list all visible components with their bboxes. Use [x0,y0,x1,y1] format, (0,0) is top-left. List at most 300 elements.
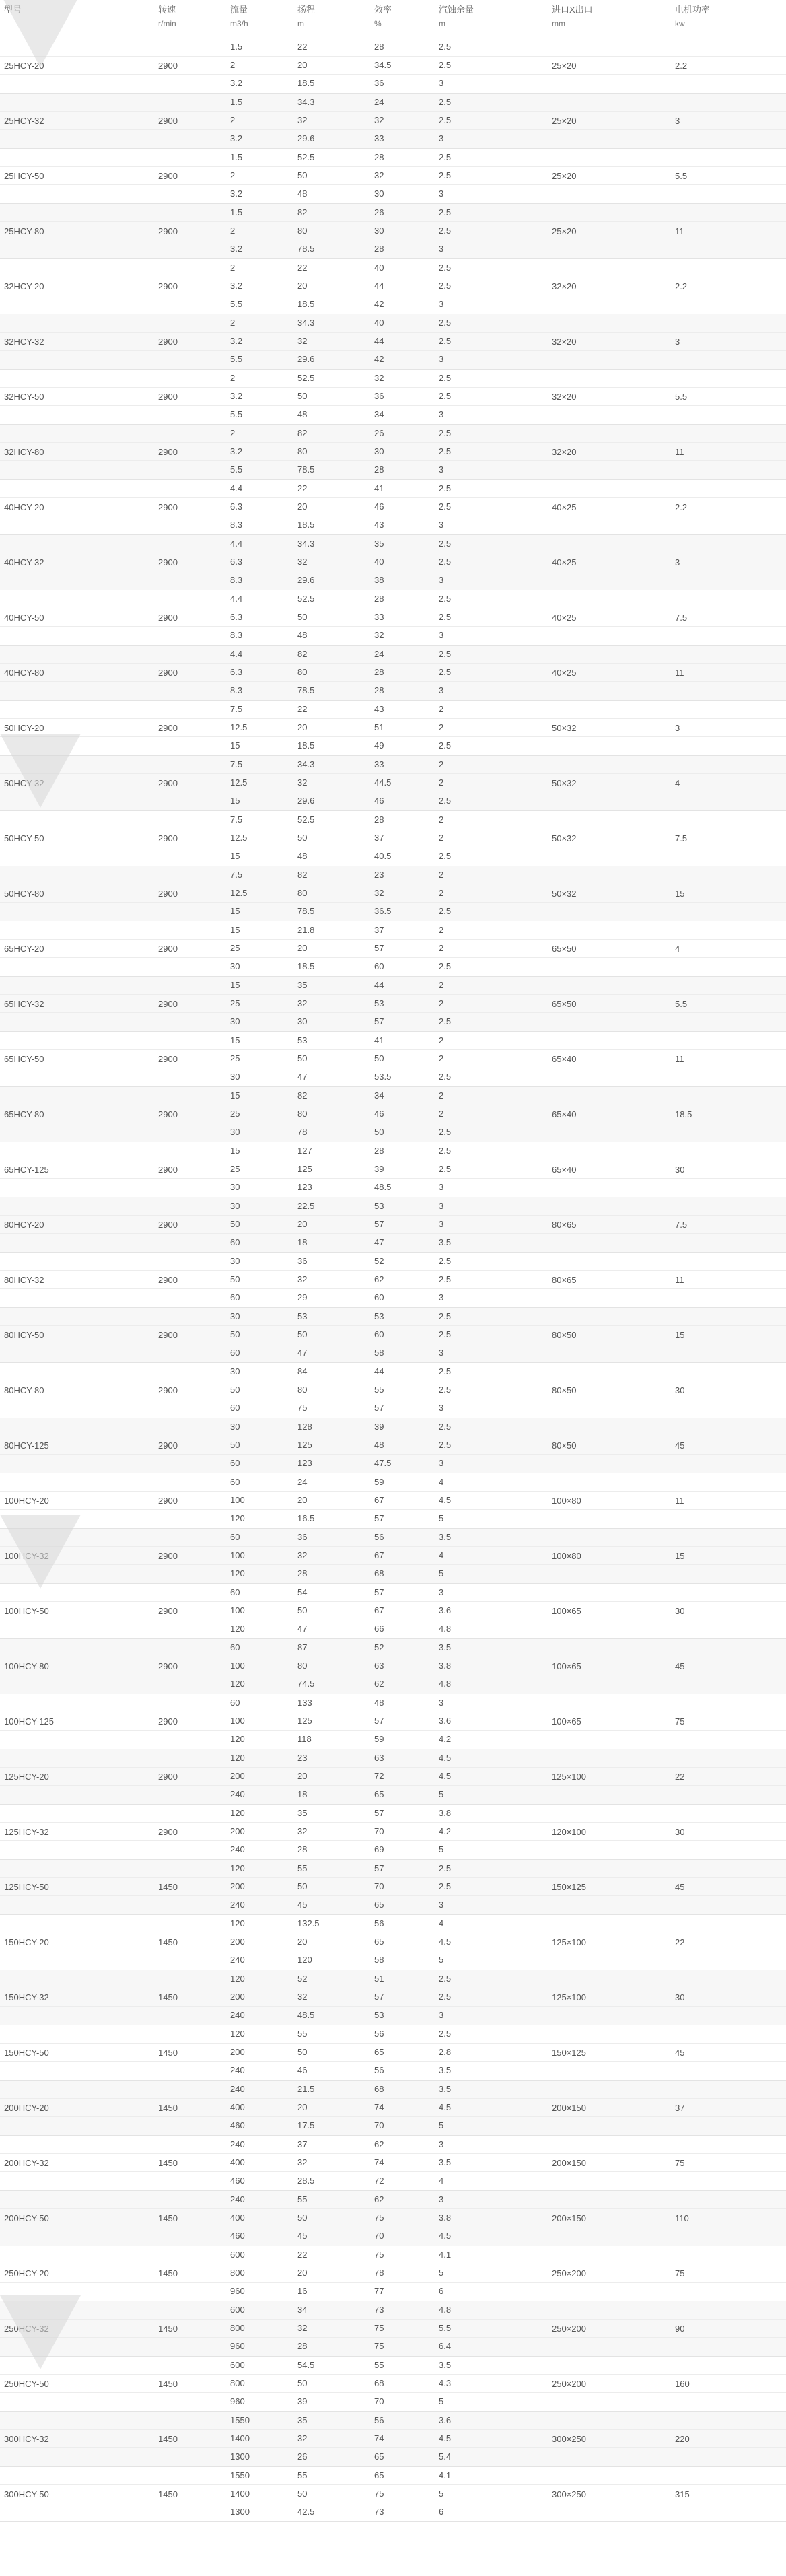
flow-cell: 50 [230,1385,240,1395]
sub-row [0,443,786,461]
head-cell: 48 [297,630,308,640]
power-cell: 7.5 [675,1220,688,1230]
eff-cell: 65 [374,2451,384,2462]
model-cell: 40HCY-80 [4,668,44,678]
head-cell: 21.8 [297,925,315,935]
npsh-cell: 2.5 [439,594,452,604]
head-cell: 32 [297,2323,308,2333]
head-cell: 80 [297,446,308,456]
npsh-cell: 5 [439,1844,444,1854]
table-row [0,646,786,701]
power-cell: 2.2 [675,61,688,71]
head-cell: 47 [297,1348,308,1358]
flow-cell: 1.5 [230,207,243,217]
model-cell: 65HCY-50 [4,1054,44,1064]
table-row [0,1473,786,1529]
power-cell: 30 [675,1385,685,1395]
eff-cell: 60 [374,1329,384,1339]
flow-cell: 460 [230,2231,245,2241]
sub-row [0,1455,786,1473]
flow-cell: 1550 [230,2415,250,2425]
port-cell: 150×125 [552,1882,586,1892]
npsh-cell: 2.5 [439,263,452,273]
eff-cell: 30 [374,188,384,199]
sub-row [0,130,786,148]
sub-row [0,370,786,388]
sub-row [0,1363,786,1381]
sub-row [0,38,786,57]
sub-row [0,737,786,755]
eff-cell: 28 [374,42,384,52]
table-row [0,701,786,756]
flow-cell: 60 [230,1458,240,1468]
npsh-cell: 2.5 [439,612,452,622]
flow-cell: 200 [230,1881,245,1891]
npsh-cell: 2.5 [439,1881,452,1891]
eff-cell: 56 [374,1532,384,1542]
flow-cell: 15 [230,1035,240,1045]
eff-cell: 47 [374,1237,384,1247]
sub-row [0,2412,786,2430]
port-cell: 100×65 [552,1716,581,1727]
eff-cell: 41 [374,483,384,493]
flow-cell: 1.5 [230,42,243,52]
head-cell: 18.5 [297,78,315,88]
table-row [0,921,786,977]
npsh-cell: 3.6 [439,2415,452,2425]
head-cell: 17.5 [297,2120,315,2130]
power-cell: 18.5 [675,1109,692,1119]
head-cell: 82 [297,207,308,217]
npsh-cell: 3 [439,630,444,640]
head-cell: 78.5 [297,906,315,916]
flow-cell: 60 [230,1403,240,1413]
sub-row [0,995,786,1013]
flow-cell: 100 [230,1661,245,1671]
eff-cell: 53 [374,1311,384,1321]
sub-row [0,167,786,185]
eff-cell: 75 [374,2323,384,2333]
port-cell: 50×32 [552,889,577,899]
eff-cell: 74 [374,2102,384,2112]
eff-cell: 34 [374,409,384,419]
model-cell: 25HCY-50 [4,171,44,181]
head-cell: 32 [297,1826,308,1836]
npsh-cell: 2.5 [439,538,452,549]
flow-cell: 7.5 [230,814,243,825]
header-efficiency-unit: % [374,19,382,28]
eff-cell: 59 [374,1477,384,1487]
eff-cell: 24 [374,97,384,107]
port-cell: 100×80 [552,1551,581,1561]
table-row [0,1639,786,1694]
head-cell: 32 [297,557,308,567]
flow-cell: 30 [230,1256,240,1266]
flow-cell: 2 [230,428,236,438]
sub-row [0,2430,786,2448]
head-cell: 32 [297,336,308,346]
port-cell: 25×20 [552,171,577,181]
head-cell: 22.5 [297,1201,315,1211]
sub-row [0,1381,786,1399]
eff-cell: 39 [374,1422,384,1432]
eff-cell: 28 [374,244,384,254]
npsh-cell: 2.5 [439,1016,452,1026]
speed-cell: 2900 [158,833,178,843]
speed-cell: 1450 [158,2268,178,2278]
flow-cell: 15 [230,925,240,935]
head-cell: 125 [297,1164,312,1174]
sub-row [0,682,786,700]
power-cell: 3 [675,557,680,567]
model-cell: 65HCY-20 [4,944,44,954]
sub-row [0,425,786,443]
flow-cell: 30 [230,1127,240,1137]
flow-cell: 15 [230,1090,240,1101]
head-cell: 74.5 [297,1679,315,1689]
npsh-cell: 5.5 [439,2323,452,2333]
head-cell: 22 [297,704,308,714]
flow-cell: 100 [230,1605,245,1615]
flow-cell: 25 [230,1164,240,1174]
table-header [0,0,786,38]
head-cell: 50 [297,2378,308,2388]
npsh-cell: 2.5 [439,557,452,567]
speed-cell: 2900 [158,1827,178,1837]
npsh-cell: 3 [439,244,444,254]
port-cell: 32×20 [552,281,577,291]
sub-row [0,1179,786,1197]
eff-cell: 34 [374,1090,384,1101]
table-row [0,1970,786,2025]
sub-row [0,1271,786,1289]
flow-cell: 15 [230,796,240,806]
sub-row [0,351,786,369]
sub-row [0,1253,786,1271]
port-cell: 40×25 [552,557,577,567]
npsh-cell: 2.5 [439,961,452,971]
npsh-cell: 2.5 [439,1863,452,1873]
npsh-cell: 3 [439,685,444,695]
npsh-cell: 4.5 [439,1495,452,1505]
sub-row [0,1896,786,1914]
flow-cell: 12.5 [230,888,248,898]
sub-row [0,811,786,829]
power-cell: 11 [675,1275,684,1285]
eff-cell: 46 [374,796,384,806]
eff-cell: 48.5 [374,1182,392,1192]
sub-row [0,1105,786,1123]
sub-row [0,2117,786,2135]
port-cell: 80×65 [552,1275,577,1285]
port-cell: 300×250 [552,2434,586,2444]
eff-cell: 75 [374,2341,384,2351]
flow-cell: 60 [230,1587,240,1597]
npsh-cell: 4 [439,2175,444,2186]
eff-cell: 68 [374,2084,384,2094]
model-cell: 250HCY-20 [4,2268,49,2278]
flow-cell: 120 [230,1568,245,1578]
head-cell: 118 [297,1734,312,1744]
power-cell: 11 [675,447,684,457]
sub-row [0,847,786,866]
power-cell: 15 [675,889,685,899]
eff-cell: 33 [374,133,384,143]
sub-row [0,792,786,810]
model-cell: 125HCY-20 [4,1772,49,1782]
table-row [0,1694,786,1749]
head-cell: 52 [297,1974,308,1984]
eff-cell: 52 [374,1256,384,1266]
head-cell: 30 [297,1016,308,1026]
eff-cell: 44 [374,336,384,346]
npsh-cell: 2.5 [439,318,452,328]
eff-cell: 28 [374,814,384,825]
flow-cell: 240 [230,2084,245,2094]
head-cell: 82 [297,870,308,880]
flow-cell: 200 [230,1937,245,1947]
sub-row [0,1142,786,1160]
flow-cell: 60 [230,1237,240,1247]
eff-cell: 40 [374,557,384,567]
eff-cell: 53 [374,1201,384,1211]
flow-cell: 120 [230,1679,245,1689]
power-cell: 15 [675,1330,685,1340]
head-cell: 20 [297,281,308,291]
header-model: 型号 [4,5,22,15]
eff-cell: 56 [374,2415,384,2425]
head-cell: 32 [297,1992,308,2002]
port-cell: 100×65 [552,1606,581,1616]
eff-cell: 32 [374,888,384,898]
eff-cell: 28 [374,1146,384,1156]
model-cell: 100HCY-125 [4,1716,54,1727]
npsh-cell: 2.5 [439,1422,452,1432]
npsh-cell: 5 [439,2120,444,2130]
head-cell: 48.5 [297,2010,315,2020]
sub-row [0,1399,786,1418]
head-cell: 82 [297,1090,308,1101]
npsh-cell: 3.8 [439,1661,452,1671]
flow-cell: 400 [230,2157,245,2167]
head-cell: 55 [297,2470,308,2480]
eff-cell: 32 [374,630,384,640]
npsh-cell: 3 [439,1348,444,1358]
head-cell: 32 [297,115,308,125]
head-cell: 18.5 [297,299,315,309]
flow-cell: 15 [230,851,240,861]
model-cell: 80HCY-125 [4,1440,49,1451]
port-cell: 80×50 [552,1330,577,1340]
sub-row [0,480,786,498]
npsh-cell: 2 [439,980,444,990]
sub-row [0,1675,786,1694]
eff-cell: 30 [374,225,384,236]
flow-cell: 8.3 [230,685,243,695]
sub-row [0,1731,786,1749]
power-cell: 4 [675,944,680,954]
head-cell: 45 [297,1900,308,1910]
flow-cell: 2 [230,115,236,125]
model-cell: 300HCY-50 [4,2489,49,2499]
eff-cell: 40 [374,318,384,328]
npsh-cell: 2.5 [439,170,452,180]
header-flow-unit: m3/h [230,19,248,28]
npsh-cell: 2.5 [439,42,452,52]
flow-cell: 50 [230,1219,240,1229]
eff-cell: 55 [374,1385,384,1395]
port-cell: 32×20 [552,447,577,457]
table-row [0,535,786,590]
power-cell: 3 [675,723,680,733]
npsh-cell: 2 [439,759,444,769]
speed-cell: 2900 [158,944,178,954]
eff-cell: 36 [374,78,384,88]
sub-row [0,2172,786,2190]
sub-row [0,2081,786,2099]
port-cell: 200×150 [552,2158,586,2168]
speed-cell: 2900 [158,1772,178,1782]
sub-row [0,498,786,516]
head-cell: 22 [297,483,308,493]
flow-cell: 1300 [230,2451,250,2462]
head-cell: 20 [297,60,308,70]
table-row [0,590,786,646]
eff-cell: 72 [374,1771,384,1781]
port-cell: 250×200 [552,2379,586,2389]
flow-cell: 200 [230,2047,245,2057]
model-cell: 200HCY-32 [4,2158,49,2168]
head-cell: 32 [297,2433,308,2443]
sub-row [0,2283,786,2301]
sub-row [0,646,786,664]
model-cell: 25HCY-20 [4,61,44,71]
power-cell: 22 [675,1937,685,1947]
eff-cell: 62 [374,2139,384,2149]
sub-row [0,571,786,590]
head-cell: 18.5 [297,961,315,971]
npsh-cell: 6 [439,2286,444,2296]
npsh-cell: 2.5 [439,207,452,217]
eff-cell: 32 [374,170,384,180]
sub-row [0,1510,786,1528]
eff-cell: 63 [374,1753,384,1763]
eff-cell: 60 [374,961,384,971]
speed-cell: 2900 [158,447,178,457]
head-cell: 50 [297,2213,308,2223]
sub-row [0,2136,786,2154]
eff-cell: 40.5 [374,851,392,861]
power-cell: 11 [675,226,684,236]
head-cell: 133 [297,1698,312,1708]
flow-cell: 460 [230,2175,245,2186]
sub-row [0,1860,786,1878]
table-row [0,204,786,259]
model-cell: 100HCY-50 [4,1606,49,1616]
eff-cell: 57 [374,1403,384,1413]
power-cell: 45 [675,1882,685,1892]
npsh-cell: 3 [439,2194,444,2204]
model-cell: 50HCY-20 [4,723,44,733]
flow-cell: 240 [230,2194,245,2204]
head-cell: 16.5 [297,1513,315,1523]
flow-cell: 8.3 [230,630,243,640]
sub-row [0,1915,786,1933]
eff-cell: 53.5 [374,1072,392,1082]
eff-cell: 65 [374,1900,384,1910]
npsh-cell: 2 [439,777,444,788]
eff-cell: 36 [374,391,384,401]
flow-cell: 25 [230,1109,240,1119]
npsh-cell: 2 [439,722,444,732]
header-port: 进口X出口 [552,5,593,15]
head-cell: 37 [297,2139,308,2149]
flow-cell: 30 [230,1016,240,1026]
port-cell: 40×25 [552,668,577,678]
flow-cell: 100 [230,1495,245,1505]
npsh-cell: 2.5 [439,373,452,383]
sub-row [0,1988,786,2007]
npsh-cell: 2 [439,814,444,825]
flow-cell: 60 [230,1348,240,1358]
flow-cell: 6.3 [230,501,243,512]
eff-cell: 50 [374,1053,384,1064]
npsh-cell: 2.5 [439,1164,452,1174]
eff-cell: 62 [374,1274,384,1284]
sub-row [0,1013,786,1031]
sub-row [0,2320,786,2338]
speed-cell: 2900 [158,1716,178,1727]
npsh-cell: 2.5 [439,281,452,291]
model-cell: 125HCY-32 [4,1827,49,1837]
flow-cell: 15 [230,740,240,751]
eff-cell: 70 [374,2396,384,2406]
speed-cell: 2900 [158,1496,178,1506]
head-cell: 52.5 [297,152,315,162]
eff-cell: 67 [374,1605,384,1615]
model-cell: 200HCY-50 [4,2213,49,2223]
eff-cell: 72 [374,2175,384,2186]
flow-cell: 3.2 [230,78,243,88]
npsh-cell: 2.5 [439,336,452,346]
sub-row [0,1933,786,1951]
speed-cell: 1450 [158,2324,178,2334]
flow-cell: 8.3 [230,520,243,530]
port-cell: 300×250 [552,2489,586,2499]
eff-cell: 78 [374,2268,384,2278]
flow-cell: 1400 [230,2433,250,2443]
head-cell: 29.6 [297,796,315,806]
sub-row [0,1823,786,1841]
table-row [0,1805,786,1860]
head-cell: 125 [297,1716,312,1726]
eff-cell: 51 [374,1974,384,1984]
sub-row [0,1805,786,1823]
header-speed-unit: r/min [158,19,176,28]
model-cell: 100HCY-32 [4,1551,49,1561]
eff-cell: 46 [374,501,384,512]
power-cell: 5.5 [675,392,688,402]
head-cell: 20 [297,2268,308,2278]
sub-row [0,2246,786,2264]
flow-cell: 25 [230,998,240,1008]
npsh-cell: 2.5 [439,1440,452,1450]
head-cell: 28 [297,1568,308,1578]
head-cell: 32 [297,2157,308,2167]
speed-cell: 2900 [158,281,178,291]
power-cell: 45 [675,2048,685,2058]
npsh-cell: 5 [439,2268,444,2278]
